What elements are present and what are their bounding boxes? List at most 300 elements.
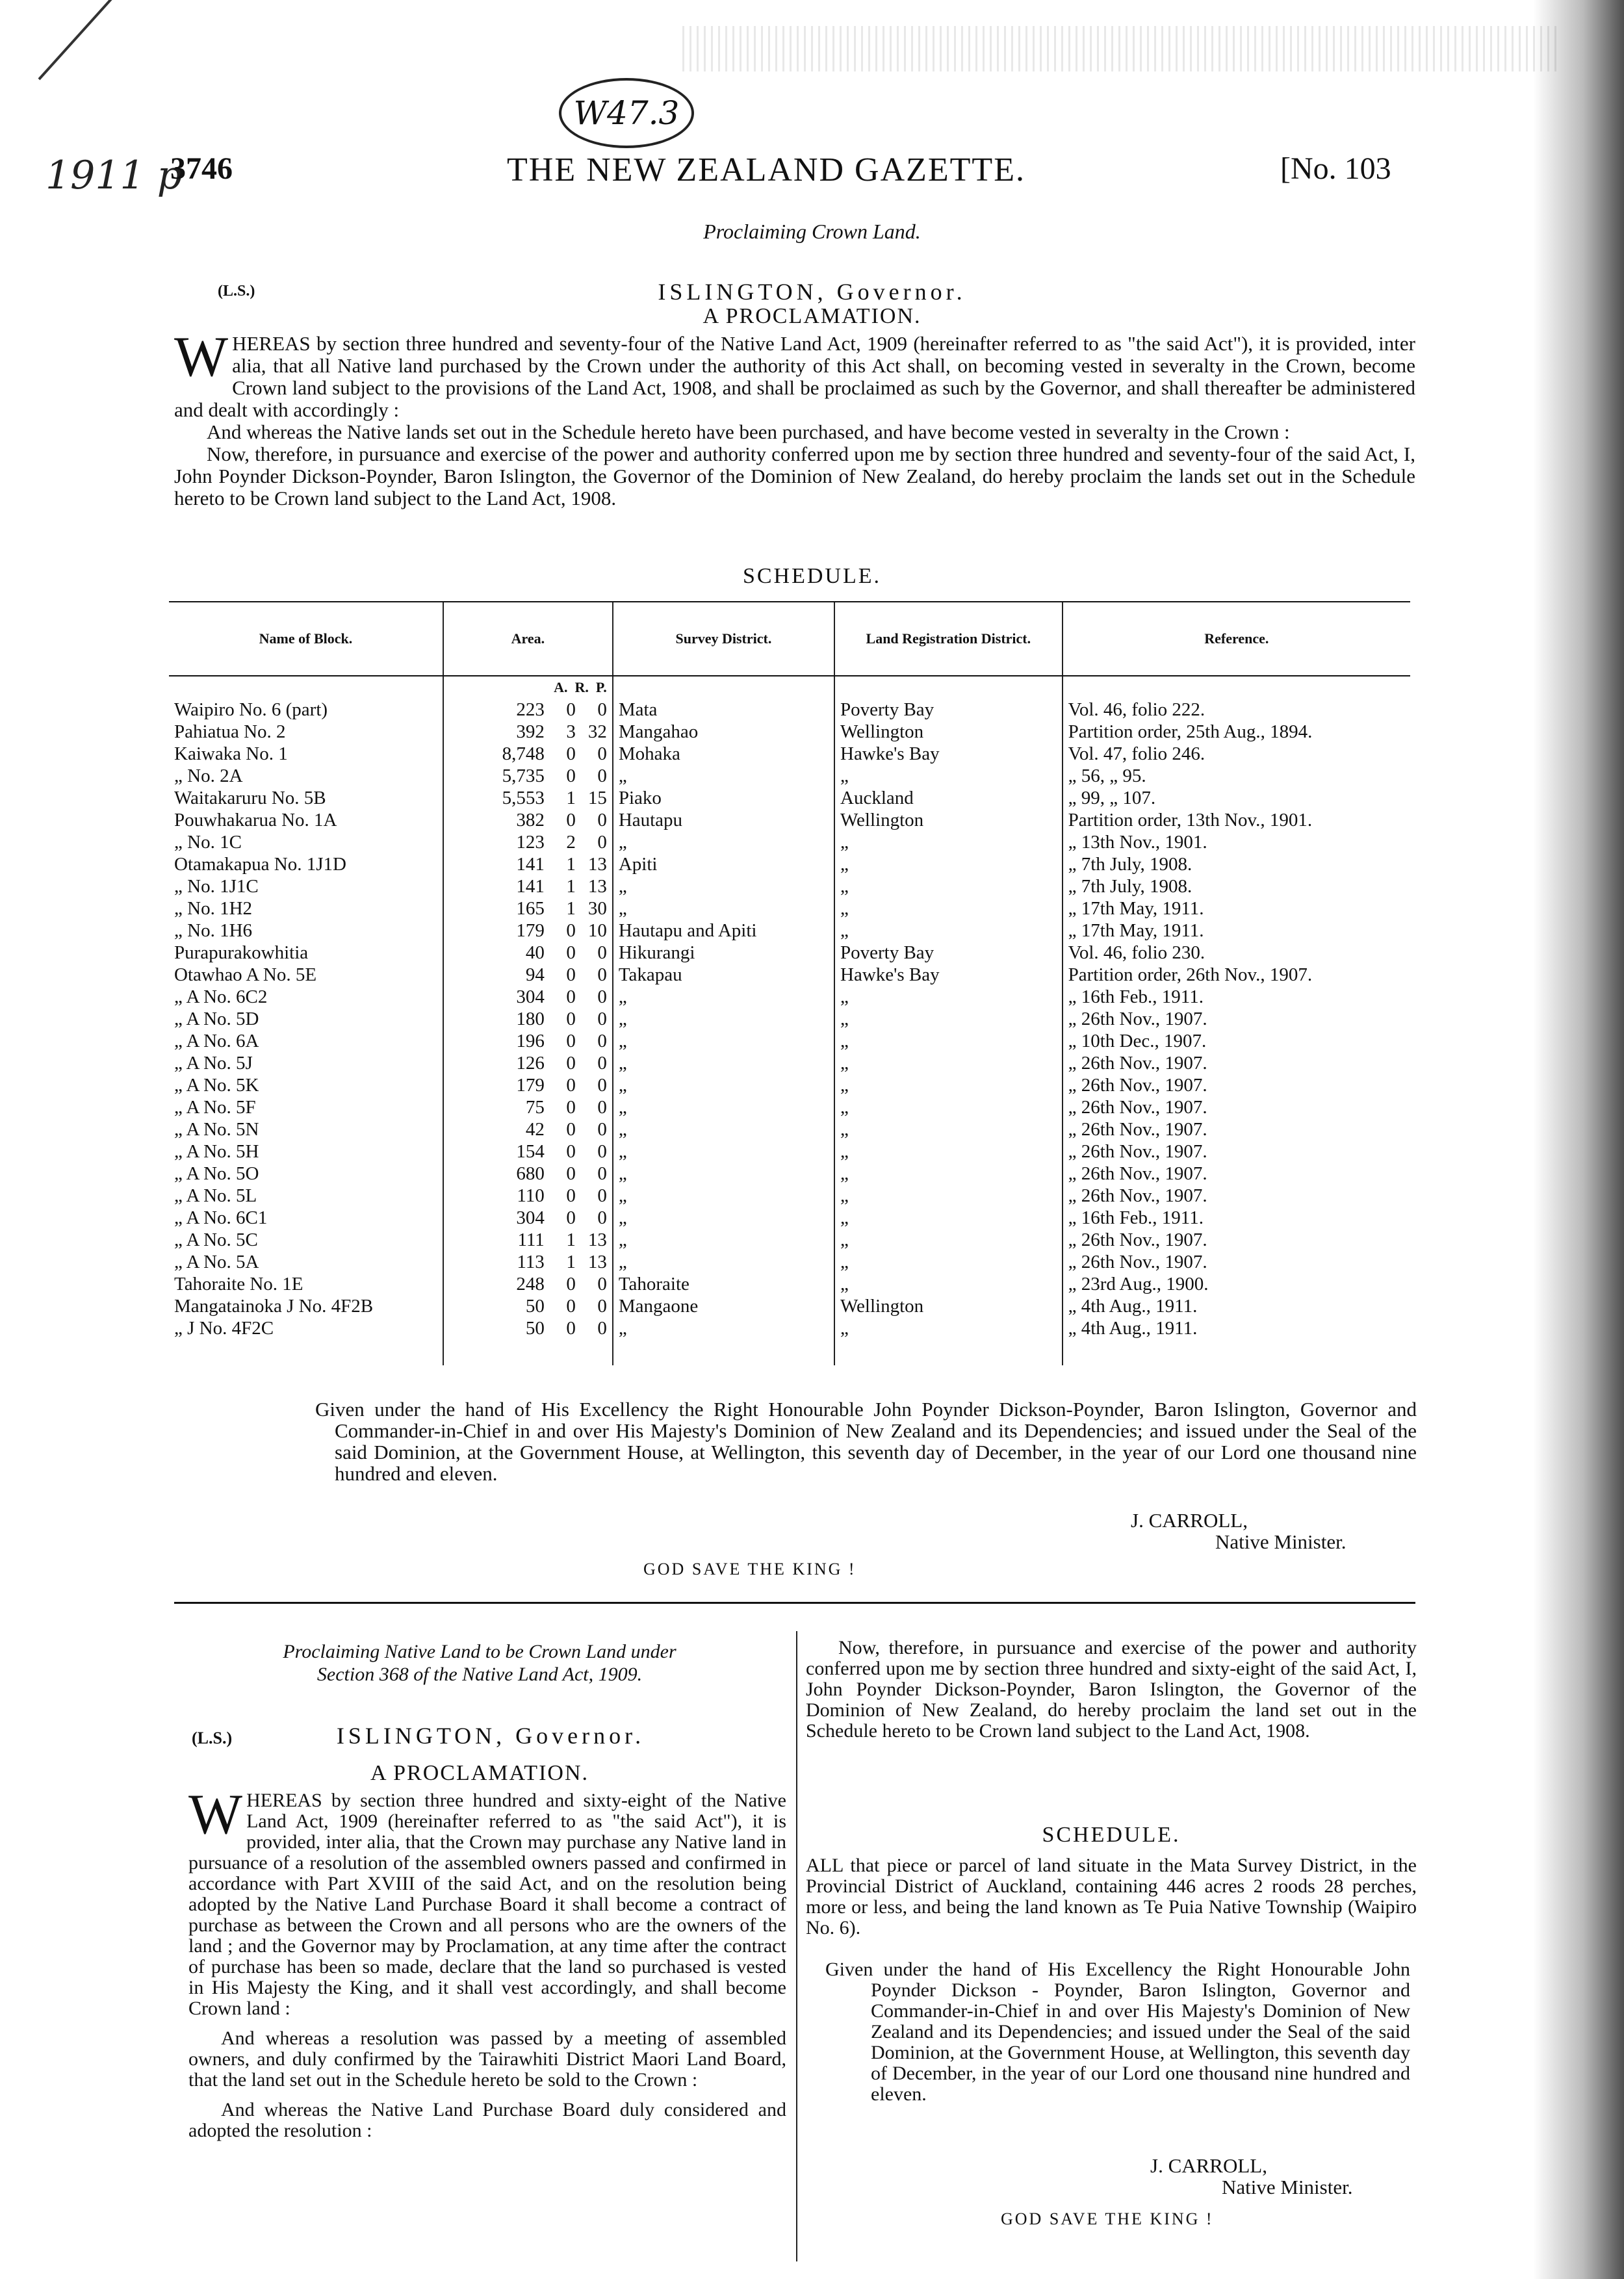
cell-name-of-block: Otawhao A No. 5E	[174, 964, 317, 985]
area-acres: 123	[516, 831, 545, 853]
issue-number: [No. 103	[1280, 151, 1391, 186]
cell-name-of-block: „ A No. 6A	[174, 1030, 259, 1051]
area-perches: 0	[597, 1074, 607, 1096]
cell-name-of-block: Mangatainoka J No. 4F2B	[174, 1295, 374, 1317]
proclamation1-god-save: GOD SAVE THE KING !	[643, 1560, 857, 1578]
area-roods: 0	[566, 1096, 576, 1118]
area-perches: 0	[597, 809, 607, 830]
column-divider	[796, 1631, 797, 2261]
cell-land-registration-district: „	[834, 1317, 1063, 1339]
table-row	[169, 831, 1410, 853]
table-row	[169, 1052, 1410, 1074]
cell-survey-district: „	[613, 986, 834, 1008]
cell-survey-district: „	[613, 1185, 834, 1207]
proclamation1-para1: HEREAS by section three hundred and seventy-four of the Native Land Act, 1909 (hereinafter referred to as "the said Act"), it is provided, inter alia, that all Native land purchased by the Crown under the authority of this Act shall, on becoming vested in severalty in the Crown, become Crown land subject to the provisions of the Land Act, 1908, and shall be proclaimed as such by the Governor, and shall thereafter be administered and dealt with accordingly :	[174, 332, 1415, 421]
proclamation2-left-body	[188, 1783, 786, 2141]
cell-survey-district: „	[613, 897, 834, 920]
area-perches: 0	[597, 964, 607, 985]
cell-survey-district: „	[613, 1052, 834, 1074]
cell-survey-district: „	[613, 831, 834, 853]
area-perches: 10	[587, 920, 607, 941]
cell-name-of-block: Tahoraite No. 1E	[174, 1273, 303, 1294]
cell-name-of-block: „ A No. 6C2	[174, 986, 268, 1007]
area-perches: 13	[587, 1229, 607, 1250]
cell-land-registration-district: „	[834, 1163, 1063, 1185]
cell-area	[443, 1295, 613, 1317]
cell-reference: „ 7th July, 1908.	[1063, 853, 1410, 875]
table-row	[169, 1295, 1410, 1317]
area-perches: 0	[597, 1052, 607, 1074]
table-row	[169, 809, 1410, 831]
schedule-table	[169, 601, 1410, 1365]
proclamation2-given: Given under the hand of His Excellency the Right Honourable John Poynder Dickson - Poynder, Baron Islington, Governor and Commander-in-Chief in and over His Majesty's Dominion of New Zealand and its Dependencies; and issued under the Seal of the said Dominion, at the Government House, at Wellington, this seventh day of December, in the year of our Lord one thousand nine hundred and eleven.	[825, 1959, 1410, 2105]
cell-area	[443, 699, 613, 721]
cell-reference: „ 26th Nov., 1907.	[1063, 1251, 1410, 1273]
table-row	[169, 1008, 1410, 1030]
cell-reference: „ 26th Nov., 1907.	[1063, 1185, 1410, 1207]
scan-edge-shadow	[1533, 0, 1624, 2279]
cell-survey-district: Mata	[613, 699, 834, 721]
cell-reference: „ 17th May, 1911.	[1063, 920, 1410, 942]
cell-area	[443, 875, 613, 897]
table-row	[169, 1140, 1410, 1163]
area-perches: 0	[597, 699, 607, 720]
archive-stamp: W47.3	[559, 78, 694, 148]
proclamation2-god-save: GOD SAVE THE KING !	[1001, 2209, 1214, 2228]
cell-reference: „ 4th Aug., 1911.	[1063, 1295, 1410, 1317]
area-perches: 0	[597, 1140, 607, 1162]
cell-area	[443, 964, 613, 986]
proclamation2-dropcap: W	[188, 1783, 243, 1846]
proclamation2-signature: J. CARROLL,	[1150, 2154, 1267, 2177]
header-survey-district: Survey District.	[613, 602, 834, 676]
area-acres: 75	[525, 1096, 545, 1118]
cell-survey-district: Mangahao	[613, 721, 834, 743]
cell-land-registration-district: „	[834, 1140, 1063, 1163]
table-row	[169, 1273, 1410, 1295]
cell-reference: „ 26th Nov., 1907.	[1063, 1096, 1410, 1118]
table-row	[169, 1096, 1410, 1118]
cell-land-registration-district: „	[834, 1052, 1063, 1074]
cell-reference: Partition order, 13th Nov., 1901.	[1063, 809, 1410, 831]
table-row	[169, 1118, 1410, 1140]
area-perches: 0	[597, 743, 607, 764]
area-perches: 0	[597, 1273, 607, 1294]
cell-survey-district: Hautapu and Apiti	[613, 920, 834, 942]
area-perches: 0	[597, 1030, 607, 1051]
cell-area	[443, 1074, 613, 1096]
area-roods: 0	[566, 1052, 576, 1074]
cell-reference: „ 16th Feb., 1911.	[1063, 986, 1410, 1008]
area-roods: 0	[566, 1273, 576, 1294]
cell-land-registration-district: „	[834, 1118, 1063, 1140]
cell-land-registration-district: „	[834, 897, 1063, 920]
table-row	[169, 721, 1410, 743]
cell-land-registration-district: „	[834, 1207, 1063, 1229]
area-roods: 0	[566, 765, 576, 786]
header-area: Area.	[443, 602, 613, 676]
area-roods: 3	[566, 721, 576, 742]
area-roods: 1	[566, 787, 576, 808]
cell-area	[443, 765, 613, 787]
table-row	[169, 1251, 1410, 1273]
area-acres: 304	[516, 986, 545, 1007]
proclamation2-para1: HEREAS by section three hundred and sixty-eight of the Native Land Act, 1909 (hereinafter referred to as "the said Act"), it is provided, inter alia, that the Crown may purchase any Native land in pursuance of a resolution of the assembled owners passed and confirmed in accordance with Part XVIII of the said Act, and on the resolution being adopted by the Native Land Purchase Board it shall become a contract of purchase as between the Crown and all persons who are the owners of the land ; and the Governor may by Proclamation, at any time after the contract of purchase has been so made, declare that the land so purchased is vested in His Majesty the King, and it shall vest accordingly, and shall become Crown land :	[188, 1790, 786, 2019]
proclamation2-right-body	[806, 1638, 1417, 1742]
table-row	[169, 853, 1410, 875]
area-acres: 94	[525, 964, 545, 985]
cell-land-registration-district: Hawke's Bay	[834, 964, 1063, 986]
proclamation1-given: Given under the hand of His Excellency the Right Honourable John Poynder Dickson-Poynder, Baron Islington, Governor and Commander-in-Chief in and over His Majesty's Dominion of New Zealand and its Dependencies; and issued under the Seal of the said Dominion, at the Government House, at Wellington, this seventh day of December, in the year of our Lord one thousand nine hundred and eleven.	[315, 1398, 1417, 1485]
cell-survey-district: „	[613, 1207, 834, 1229]
cell-survey-district: Hautapu	[613, 809, 834, 831]
cell-land-registration-district: Auckland	[834, 787, 1063, 809]
area-perches: 30	[587, 897, 607, 919]
area-roods: 0	[566, 986, 576, 1007]
cell-area	[443, 1118, 613, 1140]
cell-area	[443, 1207, 613, 1229]
cell-survey-district: Takapau	[613, 964, 834, 986]
cell-reference: „ 26th Nov., 1907.	[1063, 1008, 1410, 1030]
proclamation1-schedule-title: SCHEDULE.	[742, 564, 882, 588]
cell-area	[443, 1163, 613, 1185]
area-roods: 2	[566, 831, 576, 853]
cell-land-registration-district: „	[834, 1273, 1063, 1295]
area-acres: 42	[525, 1118, 545, 1140]
margin-note: 1911 p	[45, 153, 183, 198]
area-roods: 1	[566, 1229, 576, 1250]
cell-area	[443, 1251, 613, 1273]
area-acres: 154	[516, 1140, 545, 1162]
cell-reference: „ 26th Nov., 1907.	[1063, 1163, 1410, 1185]
table-row	[169, 1185, 1410, 1207]
area-acres: 113	[517, 1251, 545, 1272]
cell-name-of-block: „ A No. 6C1	[174, 1207, 268, 1228]
cell-reference: „ 23rd Aug., 1900.	[1063, 1273, 1410, 1295]
area-perches: 13	[587, 853, 607, 875]
table-row	[169, 743, 1410, 765]
area-acres: 179	[516, 1074, 545, 1096]
cell-survey-district: Apiti	[613, 853, 834, 875]
area-acres: 40	[525, 942, 545, 963]
area-acres: 110	[517, 1185, 545, 1206]
cell-survey-district: „	[613, 1229, 834, 1251]
area-roods: 1	[566, 875, 576, 897]
area-acres: 180	[516, 1008, 545, 1029]
area-roods: 0	[566, 1317, 576, 1339]
cell-reference: „ 99, „ 107.	[1063, 787, 1410, 809]
cell-area	[443, 787, 613, 809]
cell-reference: „ 7th July, 1908.	[1063, 875, 1410, 897]
proclamation1-seal: (L.S.)	[218, 283, 255, 300]
cell-area	[443, 1229, 613, 1251]
cell-name-of-block: Pouwhakarua No. 1A	[174, 809, 337, 830]
table-row	[169, 875, 1410, 897]
scan-speckle	[682, 26, 1560, 71]
proclamation2-schedule-title: SCHEDULE.	[1042, 1823, 1181, 1847]
area-roods: 0	[566, 942, 576, 963]
cell-name-of-block: „ A No. 5A	[174, 1251, 259, 1272]
area-roods: 0	[566, 743, 576, 764]
cell-land-registration-district: „	[834, 765, 1063, 787]
cell-name-of-block: Waitakaruru No. 5B	[174, 787, 326, 808]
table-row	[169, 1163, 1410, 1185]
cell-reference: Partition order, 26th Nov., 1907.	[1063, 964, 1410, 986]
cell-survey-district: „	[613, 765, 834, 787]
area-roods: 0	[566, 1030, 576, 1051]
cell-name-of-block: „ A No. 5H	[174, 1140, 259, 1162]
table-row	[169, 699, 1410, 721]
cell-area	[443, 1185, 613, 1207]
area-acres: 165	[516, 897, 545, 919]
cell-reference: „ 56, „ 95.	[1063, 765, 1410, 787]
header-reference: Reference.	[1063, 602, 1410, 676]
area-acres: 223	[516, 699, 545, 720]
cell-land-registration-district: Hawke's Bay	[834, 743, 1063, 765]
table-row	[169, 897, 1410, 920]
cell-reference: „ 10th Dec., 1907.	[1063, 1030, 1410, 1052]
cell-reference: „ 26th Nov., 1907.	[1063, 1140, 1410, 1163]
cell-name-of-block: „ No. 1C	[174, 831, 242, 853]
cell-reference: „ 13th Nov., 1901.	[1063, 831, 1410, 853]
area-acres: 141	[516, 853, 545, 875]
cell-name-of-block: Purapurakowhitia	[174, 942, 309, 963]
cell-name-of-block: „ A No. 5C	[174, 1229, 258, 1250]
cell-area	[443, 897, 613, 920]
cell-name-of-block: „ A No. 5F	[174, 1096, 256, 1118]
cell-survey-district: „	[613, 875, 834, 897]
area-perches: 0	[597, 1317, 607, 1339]
cell-area	[443, 831, 613, 853]
proclamation2-para2: And whereas a resolution was passed by a meeting of assembled owners, and duly confirmed by the Tairawhiti District Maori Land Board, that the land set out in the Schedule hereto be sold to the Crown :	[188, 2028, 786, 2091]
table-row	[169, 1207, 1410, 1229]
proclamation1-heading: A PROCLAMATION.	[702, 304, 922, 328]
cell-survey-district: Piako	[613, 787, 834, 809]
cell-reference: „ 26th Nov., 1907.	[1063, 1074, 1410, 1096]
area-perches: 15	[587, 787, 607, 808]
proclamation1-para2: And whereas the Native lands set out in the Schedule hereto have been purchased, and have become vested in severalty in the Crown :	[207, 420, 1290, 443]
cell-name-of-block: „ No. 1H2	[174, 897, 253, 919]
cell-area	[443, 1096, 613, 1118]
proclamation1-subject: Proclaiming Crown Land.	[703, 220, 921, 243]
area-perches: 0	[597, 942, 607, 963]
area-acres: 392	[516, 721, 545, 742]
cell-survey-district: Mohaka	[613, 743, 834, 765]
cell-land-registration-district: Poverty Bay	[834, 699, 1063, 721]
cell-area	[443, 721, 613, 743]
cell-reference: Vol. 46, folio 230.	[1063, 942, 1410, 964]
area-perches: 0	[597, 1096, 607, 1118]
table-row	[169, 1074, 1410, 1096]
cell-area	[443, 920, 613, 942]
cell-land-registration-district: „	[834, 831, 1063, 853]
cell-name-of-block: „ A No. 5O	[174, 1163, 259, 1184]
cell-survey-district: „	[613, 1030, 834, 1052]
proclamation1-governor: ISLINGTON, Governor.	[658, 279, 966, 305]
area-acres: 179	[516, 920, 545, 941]
cell-name-of-block: Pahiatua No. 2	[174, 721, 286, 742]
cell-name-of-block: „ No. 1J1C	[174, 875, 259, 897]
area-perches: 0	[597, 986, 607, 1007]
table-row	[169, 1030, 1410, 1052]
proclamation2-subject-line2: Section 368 of the Native Land Act, 1909.	[316, 1664, 643, 1685]
area-roods: 0	[566, 1008, 576, 1029]
cell-survey-district: Hikurangi	[613, 942, 834, 964]
proclamation2-subject-line1: Proclaiming Native Land to be Crown Land under	[283, 1641, 677, 1662]
area-perches: 0	[597, 831, 607, 853]
cell-survey-district: „	[613, 1074, 834, 1096]
area-roods: 0	[566, 1207, 576, 1228]
table-row	[169, 787, 1410, 809]
cell-land-registration-district: Wellington	[834, 809, 1063, 831]
area-perches: 13	[587, 875, 607, 897]
cell-reference: „ 17th May, 1911.	[1063, 897, 1410, 920]
cell-land-registration-district: „	[834, 1096, 1063, 1118]
proclamation1-signature-title: Native Minister.	[1215, 1530, 1347, 1553]
cell-area	[443, 942, 613, 964]
area-acres: 111	[517, 1229, 545, 1250]
cell-reference: „ 26th Nov., 1907.	[1063, 1118, 1410, 1140]
header-land-registration-district: Land Registration District.	[834, 602, 1063, 676]
area-units: A. R. P.	[443, 676, 613, 699]
proclamation2-seal: (L.S.)	[192, 1729, 233, 1747]
area-roods: 0	[566, 1118, 576, 1140]
table-row	[169, 1229, 1410, 1251]
cell-area	[443, 1030, 613, 1052]
table-row	[169, 765, 1410, 787]
area-acres: 382	[516, 809, 545, 830]
cell-name-of-block: Otamakapua No. 1J1D	[174, 853, 346, 875]
cell-area	[443, 1052, 613, 1074]
cell-land-registration-district: Wellington	[834, 1295, 1063, 1317]
area-roods: 0	[566, 1185, 576, 1206]
cell-name-of-block: „ No. 2A	[174, 765, 243, 786]
proclamation2-heading: A PROCLAMATION.	[370, 1761, 589, 1785]
area-roods: 0	[566, 964, 576, 985]
cell-land-registration-district: „	[834, 875, 1063, 897]
cell-land-registration-district: Poverty Bay	[834, 942, 1063, 964]
area-roods: 0	[566, 1074, 576, 1096]
margin-pencil-stroke	[38, 0, 153, 80]
cell-land-registration-district: „	[834, 1030, 1063, 1052]
cell-area	[443, 986, 613, 1008]
cell-area	[443, 1008, 613, 1030]
cell-reference: „ 16th Feb., 1911.	[1063, 1207, 1410, 1229]
area-acres: 248	[516, 1273, 545, 1294]
cell-land-registration-district: „	[834, 986, 1063, 1008]
cell-survey-district: „	[613, 1008, 834, 1030]
cell-land-registration-district: „	[834, 1251, 1063, 1273]
area-acres: 5,735	[502, 765, 545, 786]
proclamation1-para3: Now, therefore, in pursuance and exercise of the power and authority conferred upon me by section three hundred and seventy-four of the said Act, I, John Poynder Dickson-Poynder, Baron Islington, the Governor of the Dominion of New Zealand, do hereby proclaim the lands set out in the Schedule hereto to be Crown land subject to the Land Act, 1908.	[174, 443, 1415, 509]
cell-area	[443, 853, 613, 875]
cell-survey-district: „	[613, 1140, 834, 1163]
table-row	[169, 964, 1410, 986]
area-acres: 126	[516, 1052, 545, 1074]
cell-name-of-block: „ A No. 5K	[174, 1074, 259, 1096]
area-acres: 5,553	[502, 787, 545, 808]
area-roods: 0	[566, 809, 576, 830]
area-perches: 0	[597, 1185, 607, 1206]
area-acres: 196	[516, 1030, 545, 1051]
section-divider	[174, 1602, 1415, 1604]
area-roods: 1	[566, 1251, 576, 1272]
cell-area	[443, 809, 613, 831]
proclamation2-signature-title: Native Minister.	[1222, 2176, 1353, 2198]
cell-reference: Partition order, 25th Aug., 1894.	[1063, 721, 1410, 743]
cell-name-of-block: „ A No. 5J	[174, 1052, 253, 1074]
schedule-header-row	[169, 602, 1410, 676]
table-row	[169, 1317, 1410, 1339]
area-perches: 32	[587, 721, 607, 742]
cell-name-of-block: „ A No. 5N	[174, 1118, 259, 1140]
area-acres: 304	[516, 1207, 545, 1228]
cell-name-of-block: „ No. 1H6	[174, 920, 253, 941]
area-perches: 0	[597, 765, 607, 786]
cell-land-registration-district: Wellington	[834, 721, 1063, 743]
cell-land-registration-district: „	[834, 920, 1063, 942]
cell-reference: Vol. 46, folio 222.	[1063, 699, 1410, 721]
area-acres: 8,748	[502, 743, 545, 764]
cell-survey-district: „	[613, 1251, 834, 1273]
area-units-row	[169, 676, 1410, 699]
cell-reference: „ 26th Nov., 1907.	[1063, 1229, 1410, 1251]
table-row	[169, 920, 1410, 942]
area-perches: 0	[597, 1163, 607, 1184]
table-end-row	[169, 1339, 1410, 1365]
area-roods: 0	[566, 1163, 576, 1184]
table-row	[169, 942, 1410, 964]
area-acres: 680	[516, 1163, 545, 1184]
cell-reference: „ 4th Aug., 1911.	[1063, 1317, 1410, 1339]
area-perches: 13	[587, 1251, 607, 1272]
schedule-body	[169, 676, 1410, 1365]
area-roods: 0	[566, 1295, 576, 1317]
area-perches: 0	[597, 1295, 607, 1317]
cell-area	[443, 1140, 613, 1163]
cell-name-of-block: „ J No. 4F2C	[174, 1317, 274, 1339]
cell-survey-district: „	[613, 1118, 834, 1140]
proclamation2-governor: ISLINGTON, Governor.	[336, 1723, 645, 1749]
area-roods: 0	[566, 699, 576, 720]
cell-survey-district: „	[613, 1317, 834, 1339]
cell-survey-district: Mangaone	[613, 1295, 834, 1317]
table-row	[169, 986, 1410, 1008]
masthead-title: THE NEW ZEALAND GAZETTE.	[507, 151, 1025, 188]
cell-name-of-block: Waipiro No. 6 (part)	[174, 699, 328, 720]
area-perches: 0	[597, 1207, 607, 1228]
cell-name-of-block: „ A No. 5L	[174, 1185, 257, 1206]
area-perches: 0	[597, 1008, 607, 1029]
cell-name-of-block: „ A No. 5D	[174, 1008, 259, 1029]
cell-reference: „ 26th Nov., 1907.	[1063, 1052, 1410, 1074]
area-acres: 50	[525, 1295, 545, 1317]
cell-land-registration-district: „	[834, 1229, 1063, 1251]
cell-land-registration-district: „	[834, 1008, 1063, 1030]
cell-area	[443, 1273, 613, 1295]
header-name-of-block: Name of Block.	[169, 602, 443, 676]
cell-area	[443, 1317, 613, 1339]
cell-survey-district: Tahoraite	[613, 1273, 834, 1295]
proclamation2-schedule-text: ALL that piece or parcel of land situate in the Mata Survey District, in the Provincial District of Auckland, containing 446 acres 2 roods 28 perches, more or less, and being the land known as Te Puia Native Township (Waipiro No. 6).	[806, 1855, 1417, 1938]
cell-land-registration-district: „	[834, 1074, 1063, 1096]
cell-area	[443, 743, 613, 765]
area-acres: 141	[516, 875, 545, 897]
area-roods: 0	[566, 920, 576, 941]
area-acres: 50	[525, 1317, 545, 1339]
area-roods: 1	[566, 897, 576, 919]
proclamation1-dropcap: W	[174, 326, 229, 389]
